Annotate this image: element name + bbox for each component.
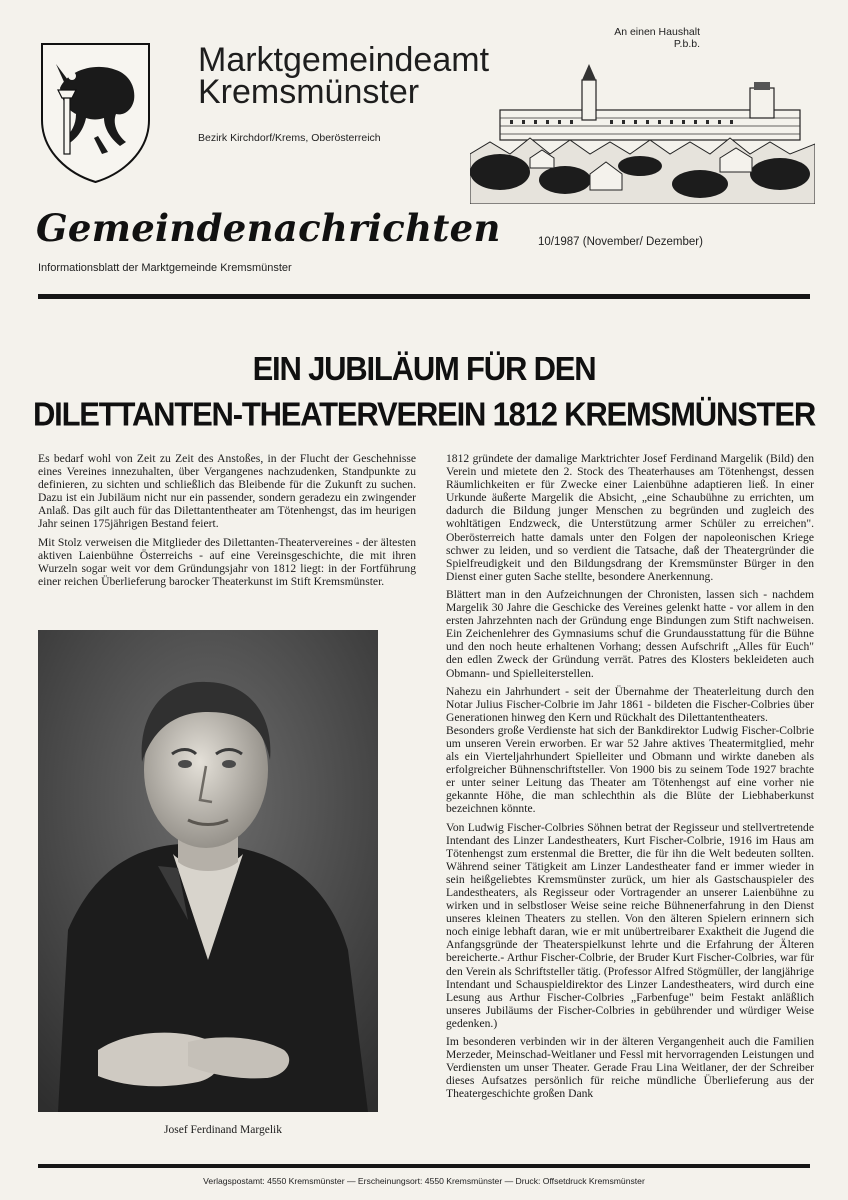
paragraph: Nahezu ein Jahrhundert - seit der Übernahme der Theaterleitung durch den Notar Julius Fischer-Colbrie im Jahr 1861 - bildeten die Fischer-Colbries über Generationen hinweg den Kern und Rückhalt des Dilettantentheaters. (446, 684, 814, 724)
masthead-title-line2: Kremsmünster (198, 73, 420, 111)
paragraph: Im besonderen verbinden wir in der älteren Vergangenheit auch die Familien Merzeder, Meinschad-Weitlaner und Fessl mit hervorragenden Leistungen und Verdiensten um unser Theater. Gerade Frau Lina Weitlaner, der der Schreiber dieses Aufsatzes persönlich für reiche mündliche Überlieferung aus der Theatergeschichte großen Dank (446, 1035, 814, 1101)
paragraph: Blättert man in den Aufzeichnungen der Chronisten, lassen sich - nachdem Margelik 30 Jahre die Geschicke des Vereines gelenkt hatte - vor allem in den ersten Jahrzehnten nach der Gründung enge Bindungen zum Stift nachweisen. Ein Zeichenlehrer des Gymnasiums schuf die Grundausstattung für die Bühne und den noch heute erhaltenen Vorhang; dessen Aufschrift „Alles für Euch" den edlen Zweck der Gründung verrät. Patres des Klosters bekleideten auch Obmann- und Spielleiterstellen. (446, 587, 814, 680)
photo-caption: Josef Ferdinand Margelik (164, 1124, 282, 1136)
abbey-illustration (470, 62, 815, 204)
footer-divider (38, 1164, 810, 1168)
paragraph: Von Ludwig Fischer-Colbries Söhnen betrat der Regisseur und stellvertretende Intendant des Linzer Landestheaters, Kurt Fischer-Colbrie, 1916 im Haus am Tötenhengst zum erstenmal die Bretter, die für ihn die Welt bedeuten sollten. Während seiner Tätigkeit am Linzer Landestheater fand er immer wieder in sein heißgeliebtes Kremsmünster zurück, um hier als Gastschauspieler des Landestheaters, als Regisseur oder Vortragender an unserer Laienbühne zu wirken und in selbstloser Weise seine reiche Bühnenerfahrung in den Dienst unseres kleinen Theaters zu stellen. Von den älteren Spielern erinnern sich noch einige lebhaft daran, wie er mit unübertreibarer Exaktheit die Jugend die Anfangsgründe der Theaterspielkunst lehrte und die Erfahrung der Älteren bereicherte.- Arthur Fischer-Colbrie, der Bruder Kurt Fischer-Colbries, war für den Verein als Schriftsteller tätig. (Professor Alfred Stögmüller, der langjährige Intendant und Schauspieldirektor des Linzer Landestheaters, wird durch eine Lesung aus Arthur Fischer-Colbries „Farbenfuge" beim Festakt anläßlich unseres Jubiläums der Fischer-Colbries in gebührender und würdiger Weise gedenken.) (446, 820, 814, 1030)
article-left-column (38, 452, 416, 593)
paragraph: 1812 gründete der damalige Marktrichter Josef Ferdinand Margelik (Bild) den Verein und mietete den 2. Stock des Theaterhauses am Tötenhengst, dessen Räumlichkeiten er für Zwecke einer Laienbühne adaptieren ließ. In einer Urkunde äußerte Margelik die Absicht, „eine Schaubühne zu errichten, um dadurch die Bildung junger Menschen zu begründen und zugleich des wohltätigen Endzweck, die Unterstützung armer Schüler zu erreichen". Oberösterreich hatte damals unter den Folgen der napoleonischen Kriege schwer zu leiden, und so verdient die Tatsache, daß der Theatergründer die Spielfreudigkeit und den Bildungsdrang der Kremsmünster Bürger in den Dienst einer guten Sache stellte, besondere Anerkennung. (446, 452, 814, 583)
postal-note (600, 26, 700, 50)
newsletter-subtitle: Informationsblatt der Marktgemeinde Kremsmünster (38, 262, 292, 274)
header-divider (38, 294, 810, 299)
article-right-column (446, 452, 814, 1106)
postal-note-line1: An einen Haushalt (614, 26, 700, 38)
article-headline (20, 347, 828, 438)
headline-line1: EIN JUBILÄUM FÜR DEN (252, 349, 596, 388)
issue-number: 10/1987 (November/ Dezember) (538, 236, 703, 248)
portrait-photo (38, 630, 378, 1112)
coat-of-arms-boar (38, 40, 153, 185)
imprint-line: Verlagspostamt: 4550 Kremsmünster — Erscheinungsort: 4550 Kremsmünster — Druck: Offsetdruck Kremsmünster (203, 1176, 645, 1186)
postal-note-line2: P.b.b. (673, 38, 700, 50)
paragraph: Es bedarf wohl von Zeit zu Zeit des Anstoßes, in der Flucht der Geschehnisse eines Vereines innezuhalten, über Vergangenes nachzudenken, Standpunkte zu definieren, zu sichten und schließlich das Bleibende für die Zukunft zu suchen. Dazu ist ein Jubiläum nicht nur ein passender, sondern geradezu ein zwingender Anlaß. Das gilt auch für das Dilettantentheater am Tötenhengst, das im heurigen Jahr seinen 175jährigen Bestand feiert. (38, 452, 416, 531)
headline-line2: DILETTANTEN-THEATERVEREIN 1812 KREMSMÜNSTER (32, 395, 816, 434)
newsletter-name: Gemeindenachrichten (36, 206, 501, 250)
district-line: Bezirk Kirchdorf/Krems, Oberösterreich (198, 132, 381, 144)
paragraph: Besonders große Verdienste hat sich der Bankdirektor Ludwig Fischer-Colbrie um unseren Verein erworben. Er war 52 Jahre aktives Theatermitglied, mehr als ein Vierteljahrhundert Spielleiter und Obmann und wirkte daneben als erfolgreicher Bühnenschriftsteller. Von 1900 bis zu seinem Tode 1927 brachte er unter seiner Leitung das Theater am Tötenhengst auf eine vorher nie gekannte Höhe, die man schlechthin als die Blüte der Liebhaberkunst bezeichnen könnte. (446, 723, 814, 816)
paragraph: Mit Stolz verweisen die Mitglieder des Dilettanten-Theatervereines - der ältesten aktiven Laienbühne Österreichs - auf eine Vereinsgeschichte, die mit ihren Wurzeln sogar weit vor dem Gründungsjahr von 1812 liegt: in der Fortführung einer reichen Überlieferung barocker Theaterkunst im Stift Kremsmünster. (38, 535, 416, 588)
masthead-title-line1: Marktgemeindeamt (198, 41, 490, 79)
